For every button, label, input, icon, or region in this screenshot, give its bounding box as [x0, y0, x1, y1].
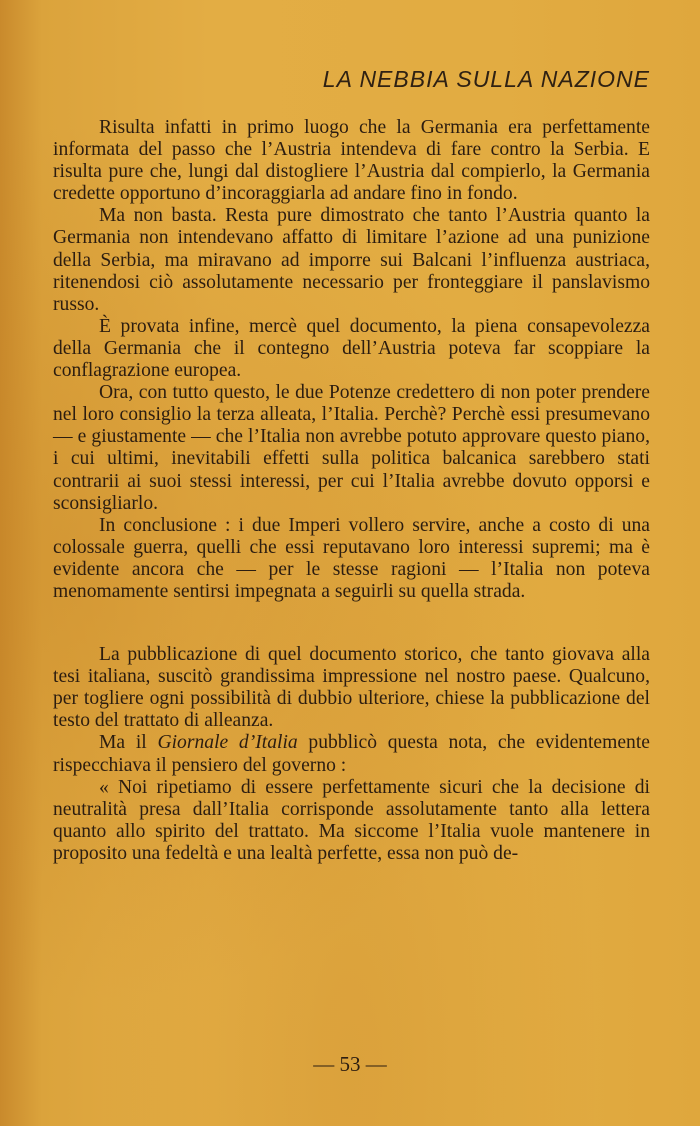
paragraph-2: Ma non basta. Resta pure dimostrato che tanto l’Austria quanto la Germania non intendevano affatto di limitare l’azione ad una punizione della Serbia, ma miravano ad imporre sui Balcani l’influenza austriaca, ritenendosi ciò assolutamente necessario per fronteggiare il panslavismo russo.	[53, 205, 650, 315]
quoted-note: « Noi ripetiamo di essere perfettamente sicuri che la decisione di neutralità presa dall’Italia corrisponde assolutamente tanto alla lettera quanto allo spirito del trattato. Ma siccome l’Italia vuole mantenere in proposito una fedeltà e una lealtà perfette, essa non può de-	[53, 776, 650, 864]
paragraph-6: La pubblicazione di quel documento storico, che tanto giovava alla tesi italiana, suscitò grandissima impressione nel nostro paese. Qualcuno, per togliere ogni possibilità di dubbio ulteriore, chiese la pubblicazione del testo del trattato di alleanza.	[53, 644, 650, 732]
paragraph-4: Ora, con tutto questo, le due Potenze credettero di non poter prendere nel loro consiglio la terza alleata, l’Italia. Perchè? Perchè essi presumevano — e giustamente — che l’Italia non avrebbe potuto approvare questo piano, i cui ultimi, inevitabili effetti sulla politica balcanica sarebbero stati contrarii ai suoi stessi interessi, per cui l’Italia avrebbe dovuto opporsi e sconsigliarlo.	[53, 382, 650, 514]
paragraph-7-start: Ma il	[99, 732, 158, 754]
running-title: LA NEBBIA SULLA NAZIONE	[322, 66, 650, 92]
body-text	[53, 117, 650, 865]
page-number: — 53 —	[313, 1052, 387, 1076]
paragraph-7-end: pubblicò questa nota, che evidentemente rispecchiava il pensiero del governo :	[53, 732, 650, 776]
paragraph-1: Risulta infatti in primo luogo che la Germania era perfettamente informata del passo che l’Austria intendeva di fare contro la Serbia. E risulta pure che, lungi dal distogliere l’Austria dal compierlo, la Germania credette opportuno d’incoraggiarla ad andare fino in fondo.	[53, 117, 650, 205]
paragraph-7	[53, 732, 650, 776]
paragraph-5: In conclusione : i due Imperi vollero servire, anche a costo di una colossale guerra, quelli che essi reputavano loro interessi supremi; ma è evidente ancora che — per le stesse ragioni — l’Italia non poteva menomamente sentirsi impegnata a seguirli su quella strada.	[53, 514, 650, 602]
paragraph-3: È provata infine, mercè quel documento, la piena consapevolezza della Germania che il contegno dell’Austria poteva far scoppiare la conflagrazione europea.	[53, 315, 650, 382]
section-break	[53, 603, 650, 644]
newspaper-title: Giornale d’Italia	[157, 732, 298, 754]
